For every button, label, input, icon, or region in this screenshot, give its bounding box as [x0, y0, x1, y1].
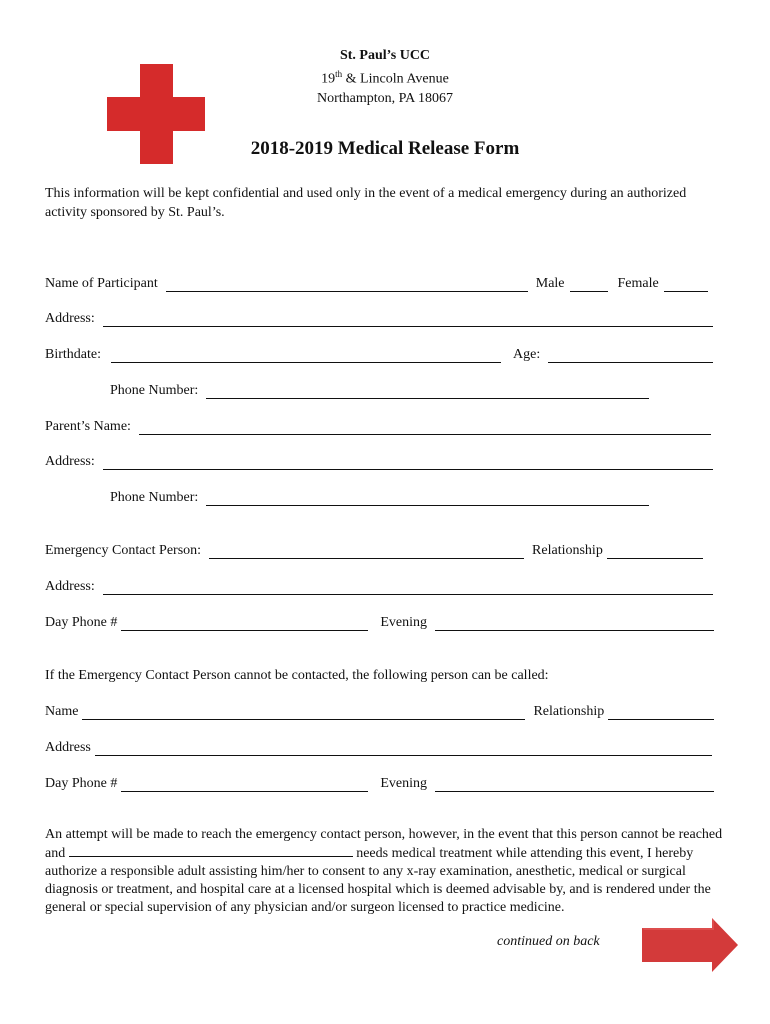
male-label: Male: [535, 276, 565, 291]
birthdate-label: Birthdate:: [45, 347, 101, 362]
parent-address-label: Address:: [45, 454, 95, 469]
female-field[interactable]: [664, 277, 708, 292]
organization-header: [260, 46, 510, 108]
parent-address-field[interactable]: [103, 455, 713, 470]
emergency-evening-label: Evening: [380, 615, 427, 630]
emergency-contact-label: Emergency Contact Person:: [45, 543, 202, 558]
alternate-day-phone-field[interactable]: [121, 777, 368, 792]
right-arrow-icon: [640, 918, 740, 972]
continued-on-back-text: continued on back: [497, 934, 600, 949]
participant-name-field[interactable]: [166, 277, 528, 292]
birthdate-row: [45, 343, 713, 363]
alternate-name-label: Name: [45, 704, 79, 719]
age-field[interactable]: [548, 348, 713, 363]
consent-participant-field[interactable]: [69, 844, 353, 857]
alternate-address-label: Address: [45, 740, 91, 755]
female-label: Female: [617, 276, 659, 291]
parent-name-label: Parent’s Name:: [45, 419, 131, 434]
alternate-relationship-label: Relationship: [533, 704, 605, 719]
alternate-name-field[interactable]: [82, 705, 525, 720]
alternate-intro: [45, 664, 549, 684]
emergency-relationship-label: Relationship: [532, 543, 603, 558]
street-number-suffix: th: [335, 69, 343, 79]
male-field[interactable]: [570, 277, 608, 292]
emergency-contact-row: [45, 539, 703, 559]
alternate-intro-text: If the Emergency Contact Person cannot be contacted, the following person can be called:: [45, 668, 549, 683]
alternate-relationship-field[interactable]: [608, 705, 714, 720]
participant-phone-row: [110, 379, 649, 399]
form-title: 2018-2019 Medical Release Form: [250, 138, 520, 159]
parent-name-row: [45, 415, 711, 435]
alternate-evening-field[interactable]: [435, 777, 714, 792]
participant-address-row: [45, 307, 713, 327]
emergency-address-label: Address:: [45, 579, 95, 594]
organization-name: St. Paul’s UCC: [339, 48, 431, 63]
parent-phone-field[interactable]: [206, 491, 649, 506]
emergency-evening-field[interactable]: [435, 616, 714, 631]
emergency-day-phone-label: Day Phone #: [45, 615, 118, 630]
participant-address-field[interactable]: [103, 312, 713, 327]
participant-address-label: Address:: [45, 311, 95, 326]
participant-name-row: [45, 272, 708, 292]
participant-phone-field[interactable]: [206, 384, 649, 399]
alternate-address-field[interactable]: [95, 741, 712, 756]
intro-text: This information will be kept confidential and used only in the event of a medical emergency during an authorized activity sponsored by St. Paul’s.: [45, 186, 687, 220]
alternate-name-row: [45, 700, 714, 720]
parent-address-row: [45, 450, 713, 470]
street-number: 19: [321, 71, 336, 87]
organization-city: Northampton, PA 18067: [317, 90, 453, 106]
organization-address: [260, 65, 510, 89]
alternate-address-row: [45, 736, 712, 756]
birthdate-field[interactable]: [111, 348, 501, 363]
consent-text-part1: An attempt will be made to reach the emergency contact person, however, in the event that this person cannot be reached and: [45, 827, 723, 861]
participant-name-label: Name of Participant: [45, 276, 158, 291]
parent-name-field[interactable]: [139, 420, 711, 435]
alternate-day-phone-label: Day Phone #: [45, 776, 118, 791]
participant-phone-label: Phone Number:: [110, 383, 199, 398]
parent-phone-row: [110, 486, 649, 506]
street-name: & Lincoln Avenue: [342, 71, 449, 87]
consent-paragraph: [45, 826, 735, 917]
emergency-phone-row: [45, 611, 714, 631]
age-label: Age:: [513, 347, 541, 362]
emergency-day-phone-field[interactable]: [121, 616, 368, 631]
parent-phone-label: Phone Number:: [110, 490, 199, 505]
consent-text-part2: needs medical treatment while attending this event, I hereby authorize a responsible adult assisting him/her to consent to any x-ray examination, anesthetic, medical or surgical diagnosis or treatment, and hospital care at a licensed hospital which is deemed advisable by, and is rendered under the general or special supervision of any physician and/or surgeon licensed to practice medicine.: [45, 846, 711, 915]
alternate-phone-row: [45, 772, 714, 792]
emergency-address-row: [45, 575, 713, 595]
emergency-contact-field[interactable]: [209, 544, 524, 559]
emergency-address-field[interactable]: [103, 580, 713, 595]
alternate-evening-label: Evening: [380, 776, 427, 791]
red-cross-horizontal-bar: [107, 97, 205, 131]
emergency-relationship-field[interactable]: [607, 544, 703, 559]
